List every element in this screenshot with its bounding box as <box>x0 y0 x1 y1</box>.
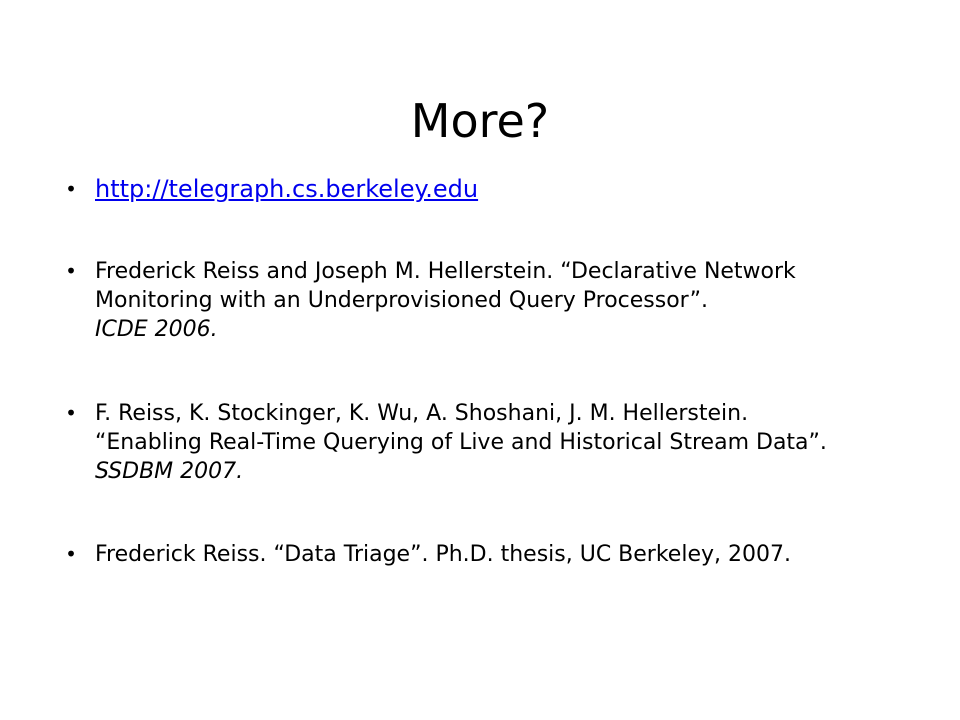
bullet-icon: • <box>65 401 77 425</box>
list-item-text <box>95 399 890 486</box>
reference-line: Frederick Reiss. “Data Triage”. Ph.D. thesis, UC Berkeley, 2007. <box>95 542 791 567</box>
list-item-text <box>95 257 890 344</box>
list-item-reference-thesis <box>65 540 890 569</box>
list-item-text <box>95 540 890 569</box>
list-item-reference-ssdbm <box>65 399 890 486</box>
reference-line: “Enabling Real-Time Querying of Live and Historical Stream Data”. <box>95 430 827 455</box>
reference-venue: ICDE 2006. <box>95 317 218 342</box>
bullet-icon: • <box>65 177 77 201</box>
bullet-icon: • <box>65 259 77 283</box>
telegraph-link[interactable]: http://telegraph.cs.berkeley.edu <box>95 175 479 203</box>
reference-line: Monitoring with an Underprovisioned Query Processor”. <box>95 288 709 313</box>
list-item-reference-icde <box>65 257 890 344</box>
slide-title: More? <box>410 93 550 148</box>
list-item-link <box>65 175 890 205</box>
list-item-text <box>95 175 890 205</box>
reference-line: F. Reiss, K. Stockinger, K. Wu, A. Shoshani, J. M. Hellerstein. <box>95 401 749 426</box>
reference-line: Frederick Reiss and Joseph M. Hellerstein. “Declarative Network <box>95 259 796 284</box>
bullet-icon: • <box>65 542 77 566</box>
reference-venue: SSDBM 2007. <box>95 459 244 484</box>
